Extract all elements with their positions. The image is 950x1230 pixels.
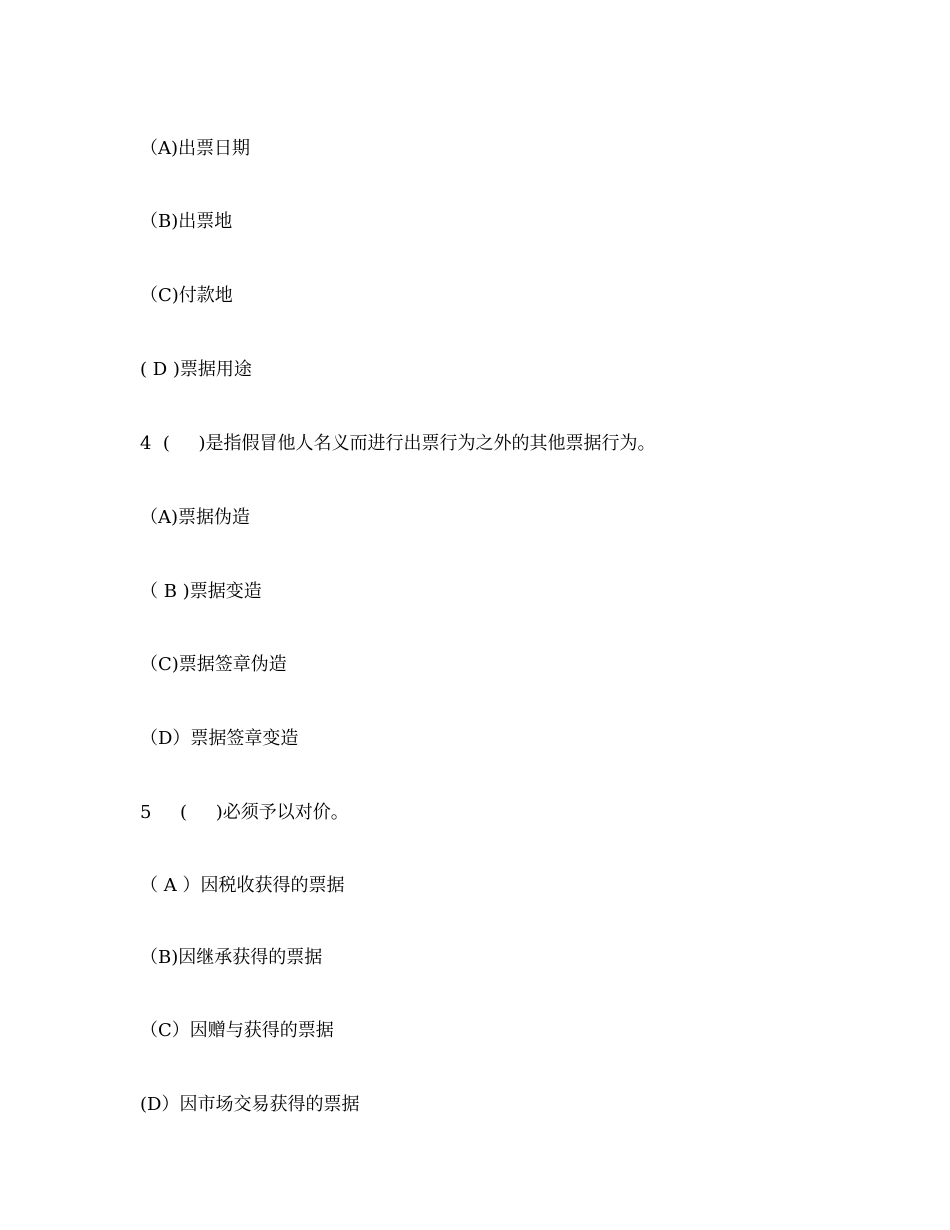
option-b-alteration: （ B )票据变造 xyxy=(140,581,262,602)
option-d-bill-purpose: ( D )票据用途 xyxy=(140,359,252,380)
option-d-signature-alteration: （D）票据签章变造 xyxy=(140,728,299,749)
option-c-signature-forgery: （C)票据签章伪造 xyxy=(140,654,287,675)
option-b-issue-place: （B)出票地 xyxy=(140,211,233,232)
option-b-inheritance: （B)因继承获得的票据 xyxy=(140,947,323,968)
option-a-forgery: （A)票据伪造 xyxy=(140,507,251,528)
option-a-tax: （ A ）因税收获得的票据 xyxy=(140,875,345,896)
option-c-gift: （C）因赠与获得的票据 xyxy=(140,1020,334,1041)
question-4: 4 ( )是指假冒他人名义而进行出票行为之外的其他票据行为。 xyxy=(140,433,656,454)
option-c-payment-place: （C)付款地 xyxy=(140,285,233,306)
option-d-market-trade: (D）因市场交易获得的票据 xyxy=(140,1094,360,1115)
question-5: 5 ( )必须予以对价。 xyxy=(140,802,349,823)
option-a-issue-date: （A)出票日期 xyxy=(140,138,251,159)
